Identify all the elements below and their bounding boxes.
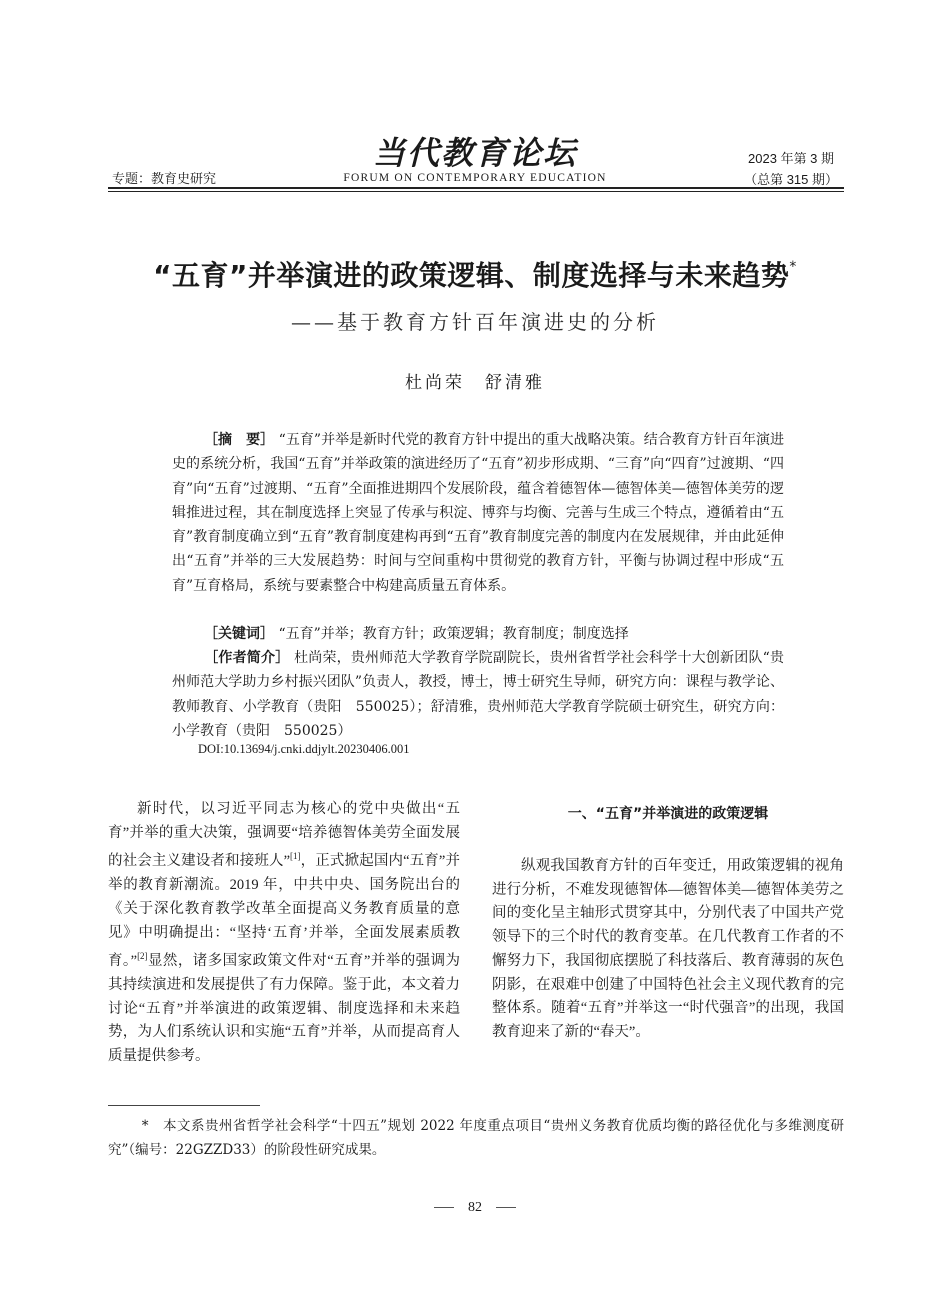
issue-info — [744, 148, 838, 190]
abstract-text: “五育”并举是新时代党的教育方针中提出的重大战略决策。结合教育方针百年演进史的系统分析，我国“五育”并举政策的演进经历了“五育”初步形成期、“三育”向“四育”过渡期、“四育”向“五育”过渡期、“五育”全面推进期四个发展阶段，蕴含着德智体—德智体美—德智体美劳的逻辑推进过程，其在制度选择上突显了传承与积淀、博弈与均衡、完善与生成三个特点，遵循着由“五育”教育制度确立到“五育”教育制度建构再到“五育”教育制度完善的制度内在发展规律，并由此延伸出“五育”并举的三大发展趋势：时间与空间重构中贯彻党的教育方针，平衡与协调过程中形成“五育”互育格局，系统与要素整合中构建高质量五育体系。 — [172, 432, 785, 594]
page-number-text: 82 — [468, 1200, 482, 1215]
author-bio — [172, 646, 784, 743]
keywords — [172, 622, 784, 646]
article-subtitle: ——基于教育方针百年演进史的分析 — [291, 310, 659, 334]
journal-english-name: FORUM ON CONTEMPORARY EDUCATION — [343, 172, 607, 184]
page-number — [0, 1200, 950, 1216]
section-paragraph: 纵观我国教育方针的百年变迁，用政策逻辑的视角进行分析，不难发现德智体—德智体美—德智体美劳之间的变化呈主轴形式贯穿其中，分别代表了中国共产党领导下的三个时代的教育变革。在几代教育工作者的不懈努力下，我国彻底摆脱了科技落后、教育薄弱的灰色阴影，在艰难中创建了中国特色社会主义现代教育的完整体系。随着“五育”并举这一“时代强音”的出现，我国教育迎来了新的“春天”。 — [492, 858, 844, 1040]
intro-text-3: 显然，诸多国家政策文件对“五育”并举的强调为其持续演进和发展提供了有力保障。鉴于此，本文着力讨论“五育”并举演进的政策逻辑、制度选择和未来趋势，为人们系统认识和实施“五育”并举，从而提高育人质量提供参考。 — [108, 953, 460, 1065]
intro-paragraph — [108, 798, 460, 1069]
keywords-text: “五育”并举；教育方针；政策逻辑；教育制度；制度选择 — [278, 626, 629, 642]
title-footnote-mark: * — [789, 259, 797, 275]
abstract — [172, 428, 784, 598]
section-heading: 一、“五育”并举演进的政策逻辑 — [567, 806, 769, 822]
footnote — [108, 1114, 844, 1162]
intro-column — [108, 798, 460, 1069]
intro-text-2: ，正式掀起国内“五育”并举的教育新潮流。2019 年，中共中央、国务院出台的《关于深化教育教学改革全面提高义务教育质量的意见》中明确提出：“坚持‘五育’并举，全面发展素质教育。” — [108, 853, 460, 970]
section-label: 专题：教育史研究 — [112, 172, 217, 187]
section-column — [492, 855, 844, 1045]
title-text: “五育”并举演进的政策逻辑、制度选择与未来趋势 — [153, 259, 790, 292]
footnote-mark: * — [141, 1118, 149, 1134]
issue-total: （总第 315 期） — [744, 172, 838, 187]
issue-year: 2023 年第 3 期 — [748, 151, 835, 166]
header-rule-thick — [108, 187, 844, 189]
authors: 杜尚荣 舒清雅 — [405, 373, 545, 393]
footnote-rule — [108, 1105, 260, 1106]
header-rule-thin — [108, 191, 844, 192]
doi: DOI:10.13694/j.cnki.ddjylt.20230406.001 — [198, 742, 410, 756]
footnote-text: 本文系贵州省哲学社会科学“十四五”规划 2022 年度重点项目“贵州义务教育优质均衡的路径优化与多维测度研究”（编号：22GZZD33）的阶段性研究成果。 — [108, 1118, 844, 1158]
citation-1: [1] — [290, 851, 301, 862]
journal-logo: 当代教育论坛 — [372, 134, 577, 172]
bio-text: 杜尚荣，贵州师范大学教育学院副院长，贵州省哲学社会科学十大创新团队“贵州师范大学助力乡村振兴团队”负责人，教授，博士，博士研究生导师，研究方向：课程与教学论、教师教育、小学教育（贵阳 550025）；舒清雅，贵州师范大学教育学院硕士研究生，研究方向：小学教育（贵阳 550025） — [172, 650, 785, 739]
citation-2: [2] — [137, 951, 148, 962]
keywords-label: ［关键词］ — [204, 626, 274, 642]
bio-label: ［作者简介］ — [204, 650, 290, 666]
article-title — [0, 254, 950, 294]
intro-text-1: 新时代，以习近平同志为核心的党中央做出“五育”并举的重大决策，强调要“培养德智体美劳全面发展的社会主义建设者和接班人” — [108, 801, 460, 870]
abstract-label: ［摘 要］ — [204, 432, 275, 448]
